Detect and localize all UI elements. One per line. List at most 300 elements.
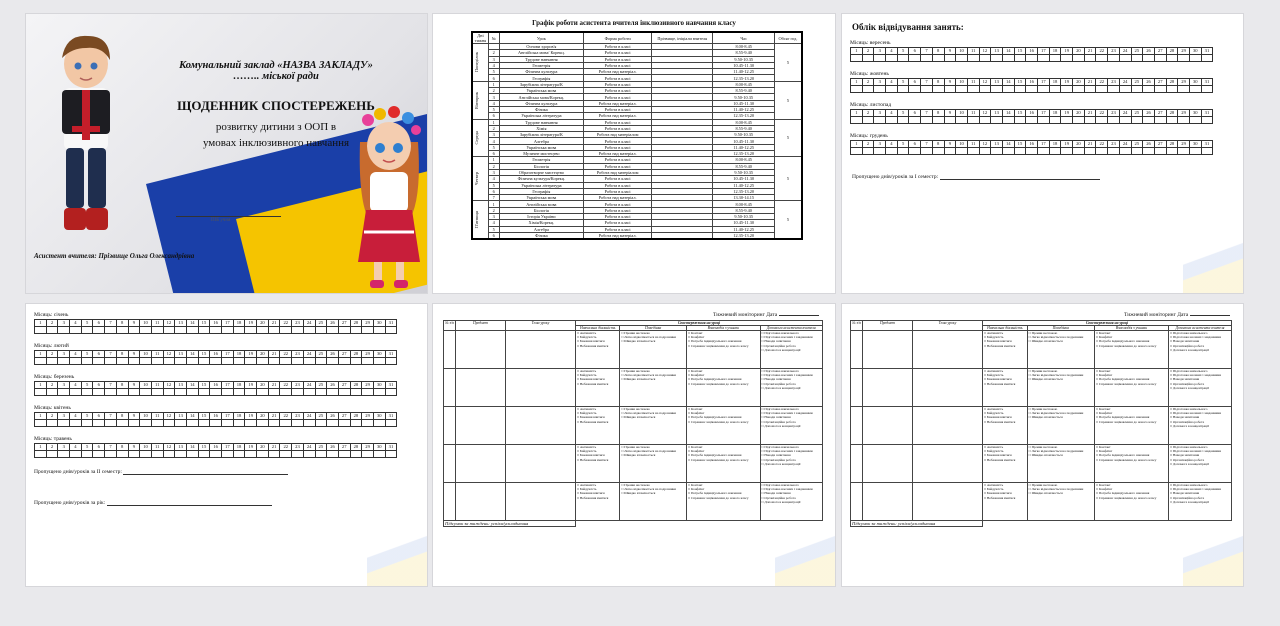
day-mark-cell[interactable]	[1108, 148, 1120, 155]
schedule-cell[interactable]: 11.40-12.25	[713, 226, 774, 232]
checkbox-icon[interactable]: □	[984, 495, 987, 500]
checkbox-icon[interactable]: □	[577, 483, 580, 487]
day-mark-cell[interactable]	[385, 358, 397, 365]
checkbox-icon[interactable]: □	[984, 407, 987, 411]
schedule-cell[interactable]: 10.45-11.30	[713, 176, 774, 182]
checkbox-icon[interactable]: □	[1028, 487, 1032, 492]
checkbox-icon[interactable]: □	[761, 495, 765, 500]
day-mark-cell[interactable]	[1131, 117, 1143, 124]
schedule-cell[interactable]: Робота в класі	[584, 62, 652, 68]
option-item[interactable]	[577, 496, 618, 500]
schedule-cell[interactable]: Біологія	[499, 163, 584, 169]
lesson-topic-cell[interactable]	[506, 483, 576, 521]
day-mark-cell[interactable]	[373, 327, 385, 334]
checkbox-icon[interactable]: □	[761, 369, 765, 373]
day-mark-cell[interactable]	[327, 327, 339, 334]
day-mark-cell[interactable]	[268, 420, 280, 427]
day-mark-cell[interactable]	[897, 148, 909, 155]
checkbox-icon[interactable]: □	[621, 373, 625, 378]
schedule-cell[interactable]: 12.35-13.20	[713, 232, 774, 239]
day-mark-cell[interactable]	[233, 327, 245, 334]
day-mark-cell[interactable]	[991, 86, 1003, 93]
schedule-cell[interactable]: Музичне мистецтво	[499, 151, 584, 157]
day-mark-cell[interactable]	[140, 358, 152, 365]
option-item[interactable]	[984, 382, 1026, 386]
day-mark-cell[interactable]	[58, 420, 70, 427]
day-mark-cell[interactable]	[1096, 55, 1108, 62]
checkbox-icon[interactable]: □	[577, 377, 580, 382]
checkbox-icon[interactable]: □	[577, 453, 580, 458]
schedule-cell[interactable]: 1	[488, 157, 499, 163]
checkbox-icon[interactable]: □	[621, 453, 625, 458]
checkbox-icon[interactable]: □	[1028, 415, 1032, 420]
day-mark-cell[interactable]	[897, 86, 909, 93]
day-mark-cell[interactable]	[956, 86, 968, 93]
option-item[interactable]	[621, 415, 685, 419]
checkbox-icon[interactable]: □	[688, 381, 691, 386]
schedule-cell[interactable]: 4	[488, 176, 499, 182]
day-mark-cell[interactable]	[362, 389, 374, 396]
day-mark-cell[interactable]	[35, 358, 47, 365]
schedule-cell[interactable]: 8.00-8.45	[713, 157, 774, 163]
lesson-num-cell[interactable]	[444, 483, 456, 521]
day-mark-cell[interactable]	[327, 451, 339, 458]
checkbox-icon[interactable]: □	[1170, 499, 1173, 504]
schedule-cell[interactable]: 6	[488, 113, 499, 119]
option-item[interactable]	[1096, 420, 1167, 424]
day-mark-cell[interactable]	[921, 117, 933, 124]
day-mark-cell[interactable]	[257, 327, 269, 334]
schedule-cell[interactable]: Робота над матеріал.	[584, 232, 652, 239]
day-mark-cell[interactable]	[58, 451, 70, 458]
weekly-date-line[interactable]	[779, 311, 819, 316]
checkbox-icon[interactable]: □	[761, 461, 765, 466]
schedule-cell[interactable]: Робота в класі	[584, 125, 652, 131]
checkbox-icon[interactable]: □	[761, 487, 765, 492]
schedule-cell[interactable]: 3	[488, 214, 499, 220]
option-item[interactable]	[577, 382, 618, 386]
day-mark-cell[interactable]	[128, 420, 140, 427]
day-mark-cell[interactable]	[210, 327, 222, 334]
checkbox-icon[interactable]: □	[688, 331, 691, 335]
schedule-cell[interactable]: 9.50-10.35	[713, 132, 774, 138]
lesson-topic-cell[interactable]	[913, 369, 983, 407]
day-mark-cell[interactable]	[81, 389, 93, 396]
day-mark-cell[interactable]	[105, 327, 117, 334]
checkbox-icon[interactable]: □	[1028, 407, 1032, 411]
day-mark-cell[interactable]	[46, 358, 58, 365]
schedule-cell[interactable]: Робота в класі	[584, 207, 652, 213]
day-mark-cell[interactable]	[93, 451, 105, 458]
day-mark-cell[interactable]	[373, 420, 385, 427]
checkbox-icon[interactable]: □	[1095, 449, 1099, 454]
day-mark-cell[interactable]	[46, 420, 58, 427]
checkbox-icon[interactable]: □	[688, 495, 691, 500]
lesson-subject-cell[interactable]	[456, 369, 506, 407]
option-item[interactable]	[1029, 453, 1093, 457]
day-mark-cell[interactable]	[956, 148, 968, 155]
schedule-cell[interactable]: 11.40-12.25	[713, 144, 774, 150]
option-item[interactable]	[762, 348, 821, 352]
checkbox-icon[interactable]: □	[1170, 457, 1173, 462]
schedule-cell[interactable]: Робота в класі	[584, 106, 652, 112]
option-item[interactable]	[762, 424, 821, 428]
day-mark-cell[interactable]	[198, 327, 210, 334]
day-mark-cell[interactable]	[1143, 55, 1155, 62]
schedule-cell[interactable]: Фізика	[499, 106, 584, 112]
day-mark-cell[interactable]	[1061, 148, 1073, 155]
day-mark-cell[interactable]	[292, 327, 304, 334]
checkbox-icon[interactable]: □	[688, 449, 691, 454]
checkbox-icon[interactable]: □	[1170, 335, 1173, 340]
option-item[interactable]	[688, 496, 758, 500]
day-mark-cell[interactable]	[1014, 117, 1026, 124]
lesson-topic-cell[interactable]	[506, 369, 576, 407]
day-mark-cell[interactable]	[186, 389, 198, 396]
day-mark-cell[interactable]	[1201, 117, 1213, 124]
day-mark-cell[interactable]	[93, 327, 105, 334]
checkbox-icon[interactable]: □	[577, 373, 580, 378]
day-mark-cell[interactable]	[210, 451, 222, 458]
day-mark-cell[interactable]	[909, 117, 921, 124]
day-mark-cell[interactable]	[222, 389, 234, 396]
day-mark-cell[interactable]	[233, 420, 245, 427]
schedule-cell[interactable]: Робота в класі	[584, 214, 652, 220]
page-schedule[interactable]	[433, 14, 835, 293]
day-mark-cell[interactable]	[851, 86, 863, 93]
day-mark-cell[interactable]	[886, 55, 898, 62]
checkbox-icon[interactable]: □	[984, 377, 987, 382]
lesson-topic-cell[interactable]	[506, 407, 576, 445]
day-mark-cell[interactable]	[1002, 148, 1014, 155]
checkbox-icon[interactable]: □	[1170, 331, 1173, 335]
schedule-cell[interactable]: 11.40-12.25	[713, 69, 774, 75]
day-mark-cell[interactable]	[257, 451, 269, 458]
day-mark-cell[interactable]	[222, 451, 234, 458]
schedule-cell[interactable]: 8.55-9.40	[713, 50, 774, 56]
lesson-num-cell[interactable]	[851, 445, 863, 483]
checkbox-icon[interactable]: □	[577, 491, 580, 496]
day-mark-cell[interactable]	[1096, 148, 1108, 155]
checkbox-icon[interactable]: □	[1095, 453, 1099, 458]
day-mark-cell[interactable]	[979, 55, 991, 62]
schedule-cell[interactable]: 1	[488, 119, 499, 125]
lesson-num-cell[interactable]	[444, 445, 456, 483]
day-mark-cell[interactable]	[1143, 86, 1155, 93]
checkbox-icon[interactable]: □	[984, 369, 987, 373]
lesson-topic-cell[interactable]	[913, 445, 983, 483]
checkbox-icon[interactable]: □	[1028, 449, 1032, 454]
day-mark-cell[interactable]	[897, 55, 909, 62]
day-mark-cell[interactable]	[1119, 86, 1131, 93]
option-item[interactable]	[621, 339, 685, 343]
checkbox-icon[interactable]: □	[688, 373, 691, 378]
day-mark-cell[interactable]	[280, 327, 292, 334]
day-mark-cell[interactable]	[1061, 117, 1073, 124]
option-item[interactable]	[984, 458, 1026, 462]
checkbox-icon[interactable]: □	[761, 445, 765, 449]
day-mark-cell[interactable]	[1073, 148, 1085, 155]
schedule-cell[interactable]: 8.55-9.40	[713, 207, 774, 213]
checkbox-icon[interactable]: □	[761, 335, 765, 340]
day-mark-cell[interactable]	[93, 420, 105, 427]
checkbox-icon[interactable]: □	[1028, 339, 1032, 344]
checkbox-icon[interactable]: □	[984, 331, 987, 335]
checkbox-icon[interactable]: □	[761, 381, 765, 386]
day-mark-cell[interactable]	[245, 358, 257, 365]
schedule-cell[interactable]: 2	[488, 50, 499, 56]
day-mark-cell[interactable]	[210, 358, 222, 365]
checkbox-icon[interactable]: □	[984, 335, 987, 340]
checkbox-icon[interactable]: □	[688, 411, 691, 416]
weekly-date-line[interactable]	[1190, 311, 1230, 316]
day-mark-cell[interactable]	[175, 358, 187, 365]
schedule-cell[interactable]: 1	[488, 201, 499, 207]
page-weekly-monitoring-1[interactable]	[433, 304, 835, 586]
day-mark-cell[interactable]	[186, 451, 198, 458]
day-mark-cell[interactable]	[280, 420, 292, 427]
lesson-subject-cell[interactable]	[863, 483, 913, 521]
day-mark-cell[interactable]	[58, 327, 70, 334]
option-item[interactable]	[688, 420, 758, 424]
checkbox-icon[interactable]: □	[1095, 411, 1099, 416]
day-mark-cell[interactable]	[198, 420, 210, 427]
checkbox-icon[interactable]: □	[1028, 331, 1032, 335]
day-mark-cell[interactable]	[921, 55, 933, 62]
day-mark-cell[interactable]	[338, 389, 350, 396]
schedule-cell[interactable]: Англійська мова/Корекц.	[499, 94, 584, 100]
schedule-cell[interactable]: 3	[488, 132, 499, 138]
day-mark-cell[interactable]	[93, 358, 105, 365]
day-mark-cell[interactable]	[921, 148, 933, 155]
day-mark-cell[interactable]	[245, 420, 257, 427]
schedule-cell[interactable]: 10.45-11.30	[713, 138, 774, 144]
schedule-cell[interactable]: 4	[488, 220, 499, 226]
checkbox-icon[interactable]: □	[1170, 377, 1173, 382]
option-item[interactable]	[984, 496, 1026, 500]
checkbox-icon[interactable]: □	[1170, 491, 1173, 496]
checkbox-icon[interactable]: □	[688, 483, 691, 487]
checkbox-icon[interactable]: □	[1028, 369, 1032, 373]
day-mark-cell[interactable]	[862, 86, 874, 93]
day-mark-cell[interactable]	[163, 327, 175, 334]
schedule-cell[interactable]: Робота в класі	[584, 56, 652, 62]
schedule-cell[interactable]: Історія України	[499, 214, 584, 220]
schedule-cell[interactable]: Українська література	[499, 113, 584, 119]
day-mark-cell[interactable]	[385, 327, 397, 334]
checkbox-icon[interactable]: □	[577, 407, 580, 411]
schedule-cell[interactable]: 3	[488, 56, 499, 62]
day-mark-cell[interactable]	[292, 420, 304, 427]
day-mark-cell[interactable]	[1061, 86, 1073, 93]
checkbox-icon[interactable]: □	[761, 343, 765, 348]
checkbox-icon[interactable]: □	[577, 419, 580, 424]
option-item[interactable]	[621, 453, 685, 457]
day-mark-cell[interactable]	[1049, 86, 1061, 93]
schedule-cell[interactable]: Образотворче мистецтво	[499, 169, 584, 175]
day-mark-cell[interactable]	[268, 389, 280, 396]
day-mark-cell[interactable]	[862, 55, 874, 62]
checkbox-icon[interactable]: □	[1170, 373, 1173, 378]
day-mark-cell[interactable]	[1189, 148, 1201, 155]
day-mark-cell[interactable]	[909, 55, 921, 62]
day-mark-cell[interactable]	[163, 451, 175, 458]
lesson-topic-cell[interactable]	[913, 331, 983, 369]
schedule-cell[interactable]: 6	[488, 232, 499, 239]
day-mark-cell[interactable]	[1014, 55, 1026, 62]
checkbox-icon[interactable]: □	[761, 377, 765, 382]
schedule-cell[interactable]: Робота в класі	[584, 201, 652, 207]
schedule-cell[interactable]: Англійська мова	[499, 201, 584, 207]
checkbox-icon[interactable]: □	[577, 381, 580, 386]
schedule-cell[interactable]: Робота в класі	[584, 75, 652, 81]
option-item[interactable]	[984, 420, 1026, 424]
day-mark-cell[interactable]	[1131, 86, 1143, 93]
day-mark-cell[interactable]	[944, 148, 956, 155]
checkbox-icon[interactable]: □	[1170, 487, 1173, 492]
schedule-cell[interactable]: 8.55-9.40	[713, 125, 774, 131]
day-mark-cell[interactable]	[350, 420, 362, 427]
day-mark-cell[interactable]	[1049, 117, 1061, 124]
day-mark-cell[interactable]	[303, 451, 315, 458]
page-attendance-sem1[interactable]	[842, 14, 1243, 293]
checkbox-icon[interactable]: □	[984, 449, 987, 454]
day-mark-cell[interactable]	[245, 389, 257, 396]
checkbox-icon[interactable]: □	[1170, 385, 1173, 390]
day-mark-cell[interactable]	[116, 420, 128, 427]
day-mark-cell[interactable]	[268, 451, 280, 458]
checkbox-icon[interactable]: □	[1170, 407, 1173, 411]
day-mark-cell[interactable]	[128, 451, 140, 458]
schedule-cell[interactable]: Робота в класі	[584, 119, 652, 125]
schedule-cell[interactable]: Хімія	[499, 125, 584, 131]
checkbox-icon[interactable]: □	[984, 453, 987, 458]
checkbox-icon[interactable]: □	[761, 415, 765, 420]
option-item[interactable]	[762, 386, 821, 390]
day-mark-cell[interactable]	[233, 451, 245, 458]
day-mark-cell[interactable]	[1143, 148, 1155, 155]
option-item[interactable]	[1170, 462, 1230, 466]
checkbox-icon[interactable]: □	[1170, 411, 1173, 416]
day-mark-cell[interactable]	[58, 389, 70, 396]
schedule-cell[interactable]: 2	[488, 207, 499, 213]
schedule-cell[interactable]: Основи здоров'я	[499, 44, 584, 50]
checkbox-icon[interactable]: □	[688, 457, 691, 462]
option-item[interactable]	[1170, 348, 1230, 352]
schedule-cell[interactable]: 10.45-11.30	[713, 62, 774, 68]
day-mark-cell[interactable]	[967, 117, 979, 124]
checkbox-icon[interactable]: □	[621, 483, 625, 487]
schedule-cell[interactable]: Фізична культура	[499, 69, 584, 75]
schedule-cell[interactable]: Робота в класі	[584, 50, 652, 56]
checkbox-icon[interactable]: □	[1170, 415, 1173, 420]
checkbox-icon[interactable]: □	[577, 369, 580, 373]
day-mark-cell[interactable]	[1178, 55, 1190, 62]
checkbox-icon[interactable]: □	[1028, 445, 1032, 449]
day-mark-cell[interactable]	[58, 358, 70, 365]
day-mark-cell[interactable]	[315, 358, 327, 365]
day-mark-cell[interactable]	[1038, 55, 1050, 62]
day-mark-cell[interactable]	[909, 148, 921, 155]
schedule-cell[interactable]: 5	[488, 106, 499, 112]
day-mark-cell[interactable]	[116, 327, 128, 334]
day-mark-cell[interactable]	[385, 420, 397, 427]
schedule-cell[interactable]: Робота в класі	[584, 88, 652, 94]
schedule-cell[interactable]: Робота в класі	[584, 176, 652, 182]
schedule-cell[interactable]: Робота над матеріал.	[584, 151, 652, 157]
checkbox-icon[interactable]: □	[688, 419, 691, 424]
schedule-cell[interactable]: Українська мова	[499, 88, 584, 94]
checkbox-icon[interactable]: □	[761, 373, 765, 378]
day-mark-cell[interactable]	[921, 86, 933, 93]
schedule-cell[interactable]: Географія	[499, 188, 584, 194]
checkbox-icon[interactable]: □	[984, 373, 987, 378]
day-mark-cell[interactable]	[105, 420, 117, 427]
day-mark-cell[interactable]	[140, 389, 152, 396]
day-mark-cell[interactable]	[35, 389, 47, 396]
day-mark-cell[interactable]	[362, 420, 374, 427]
day-mark-cell[interactable]	[897, 117, 909, 124]
day-mark-cell[interactable]	[46, 327, 58, 334]
schedule-cell[interactable]: 12.35-13.20	[713, 113, 774, 119]
day-mark-cell[interactable]	[1014, 148, 1026, 155]
checkbox-icon[interactable]: □	[1095, 495, 1099, 500]
day-mark-cell[interactable]	[46, 389, 58, 396]
schedule-cell[interactable]: Трудове навчання	[499, 56, 584, 62]
day-mark-cell[interactable]	[1084, 117, 1096, 124]
schedule-cell[interactable]: 11.40-12.25	[713, 182, 774, 188]
day-mark-cell[interactable]	[1154, 55, 1166, 62]
schedule-cell[interactable]: Робота в класі	[584, 182, 652, 188]
day-mark-cell[interactable]	[116, 358, 128, 365]
day-mark-cell[interactable]	[198, 358, 210, 365]
schedule-cell[interactable]: 12.35-13.20	[713, 75, 774, 81]
day-mark-cell[interactable]	[944, 86, 956, 93]
option-item[interactable]	[1170, 424, 1230, 428]
schedule-cell[interactable]: 5	[488, 226, 499, 232]
checkbox-icon[interactable]: □	[688, 491, 691, 496]
day-mark-cell[interactable]	[862, 148, 874, 155]
day-mark-cell[interactable]	[1096, 117, 1108, 124]
day-mark-cell[interactable]	[1189, 117, 1201, 124]
schedule-cell[interactable]: Робота над матеріал.	[584, 195, 652, 201]
checkbox-icon[interactable]: □	[1095, 335, 1099, 340]
schedule-cell[interactable]: 10.45-11.30	[713, 100, 774, 106]
schedule-cell[interactable]: Робота в класі	[584, 138, 652, 144]
checkbox-icon[interactable]: □	[621, 487, 625, 492]
day-mark-cell[interactable]	[268, 358, 280, 365]
schedule-hours-cell[interactable]: 5	[774, 119, 802, 157]
checkbox-icon[interactable]: □	[688, 369, 691, 373]
checkbox-icon[interactable]: □	[761, 347, 765, 352]
option-item[interactable]	[577, 344, 618, 348]
schedule-hours-cell[interactable]: 5	[774, 157, 802, 201]
schedule-cell[interactable]: Робота над матеріалом	[584, 169, 652, 175]
schedule-cell[interactable]: 10.45-11.30	[713, 220, 774, 226]
day-mark-cell[interactable]	[991, 117, 1003, 124]
checkbox-icon[interactable]: □	[1170, 347, 1173, 352]
checkbox-icon[interactable]: □	[621, 377, 625, 382]
checkbox-icon[interactable]: □	[1170, 369, 1173, 373]
day-mark-cell[interactable]	[327, 358, 339, 365]
day-mark-cell[interactable]	[851, 148, 863, 155]
checkbox-icon[interactable]: □	[984, 381, 987, 386]
day-mark-cell[interactable]	[1002, 55, 1014, 62]
day-mark-cell[interactable]	[1061, 55, 1073, 62]
day-mark-cell[interactable]	[851, 117, 863, 124]
day-mark-cell[interactable]	[116, 389, 128, 396]
lesson-num-cell[interactable]	[851, 483, 863, 521]
